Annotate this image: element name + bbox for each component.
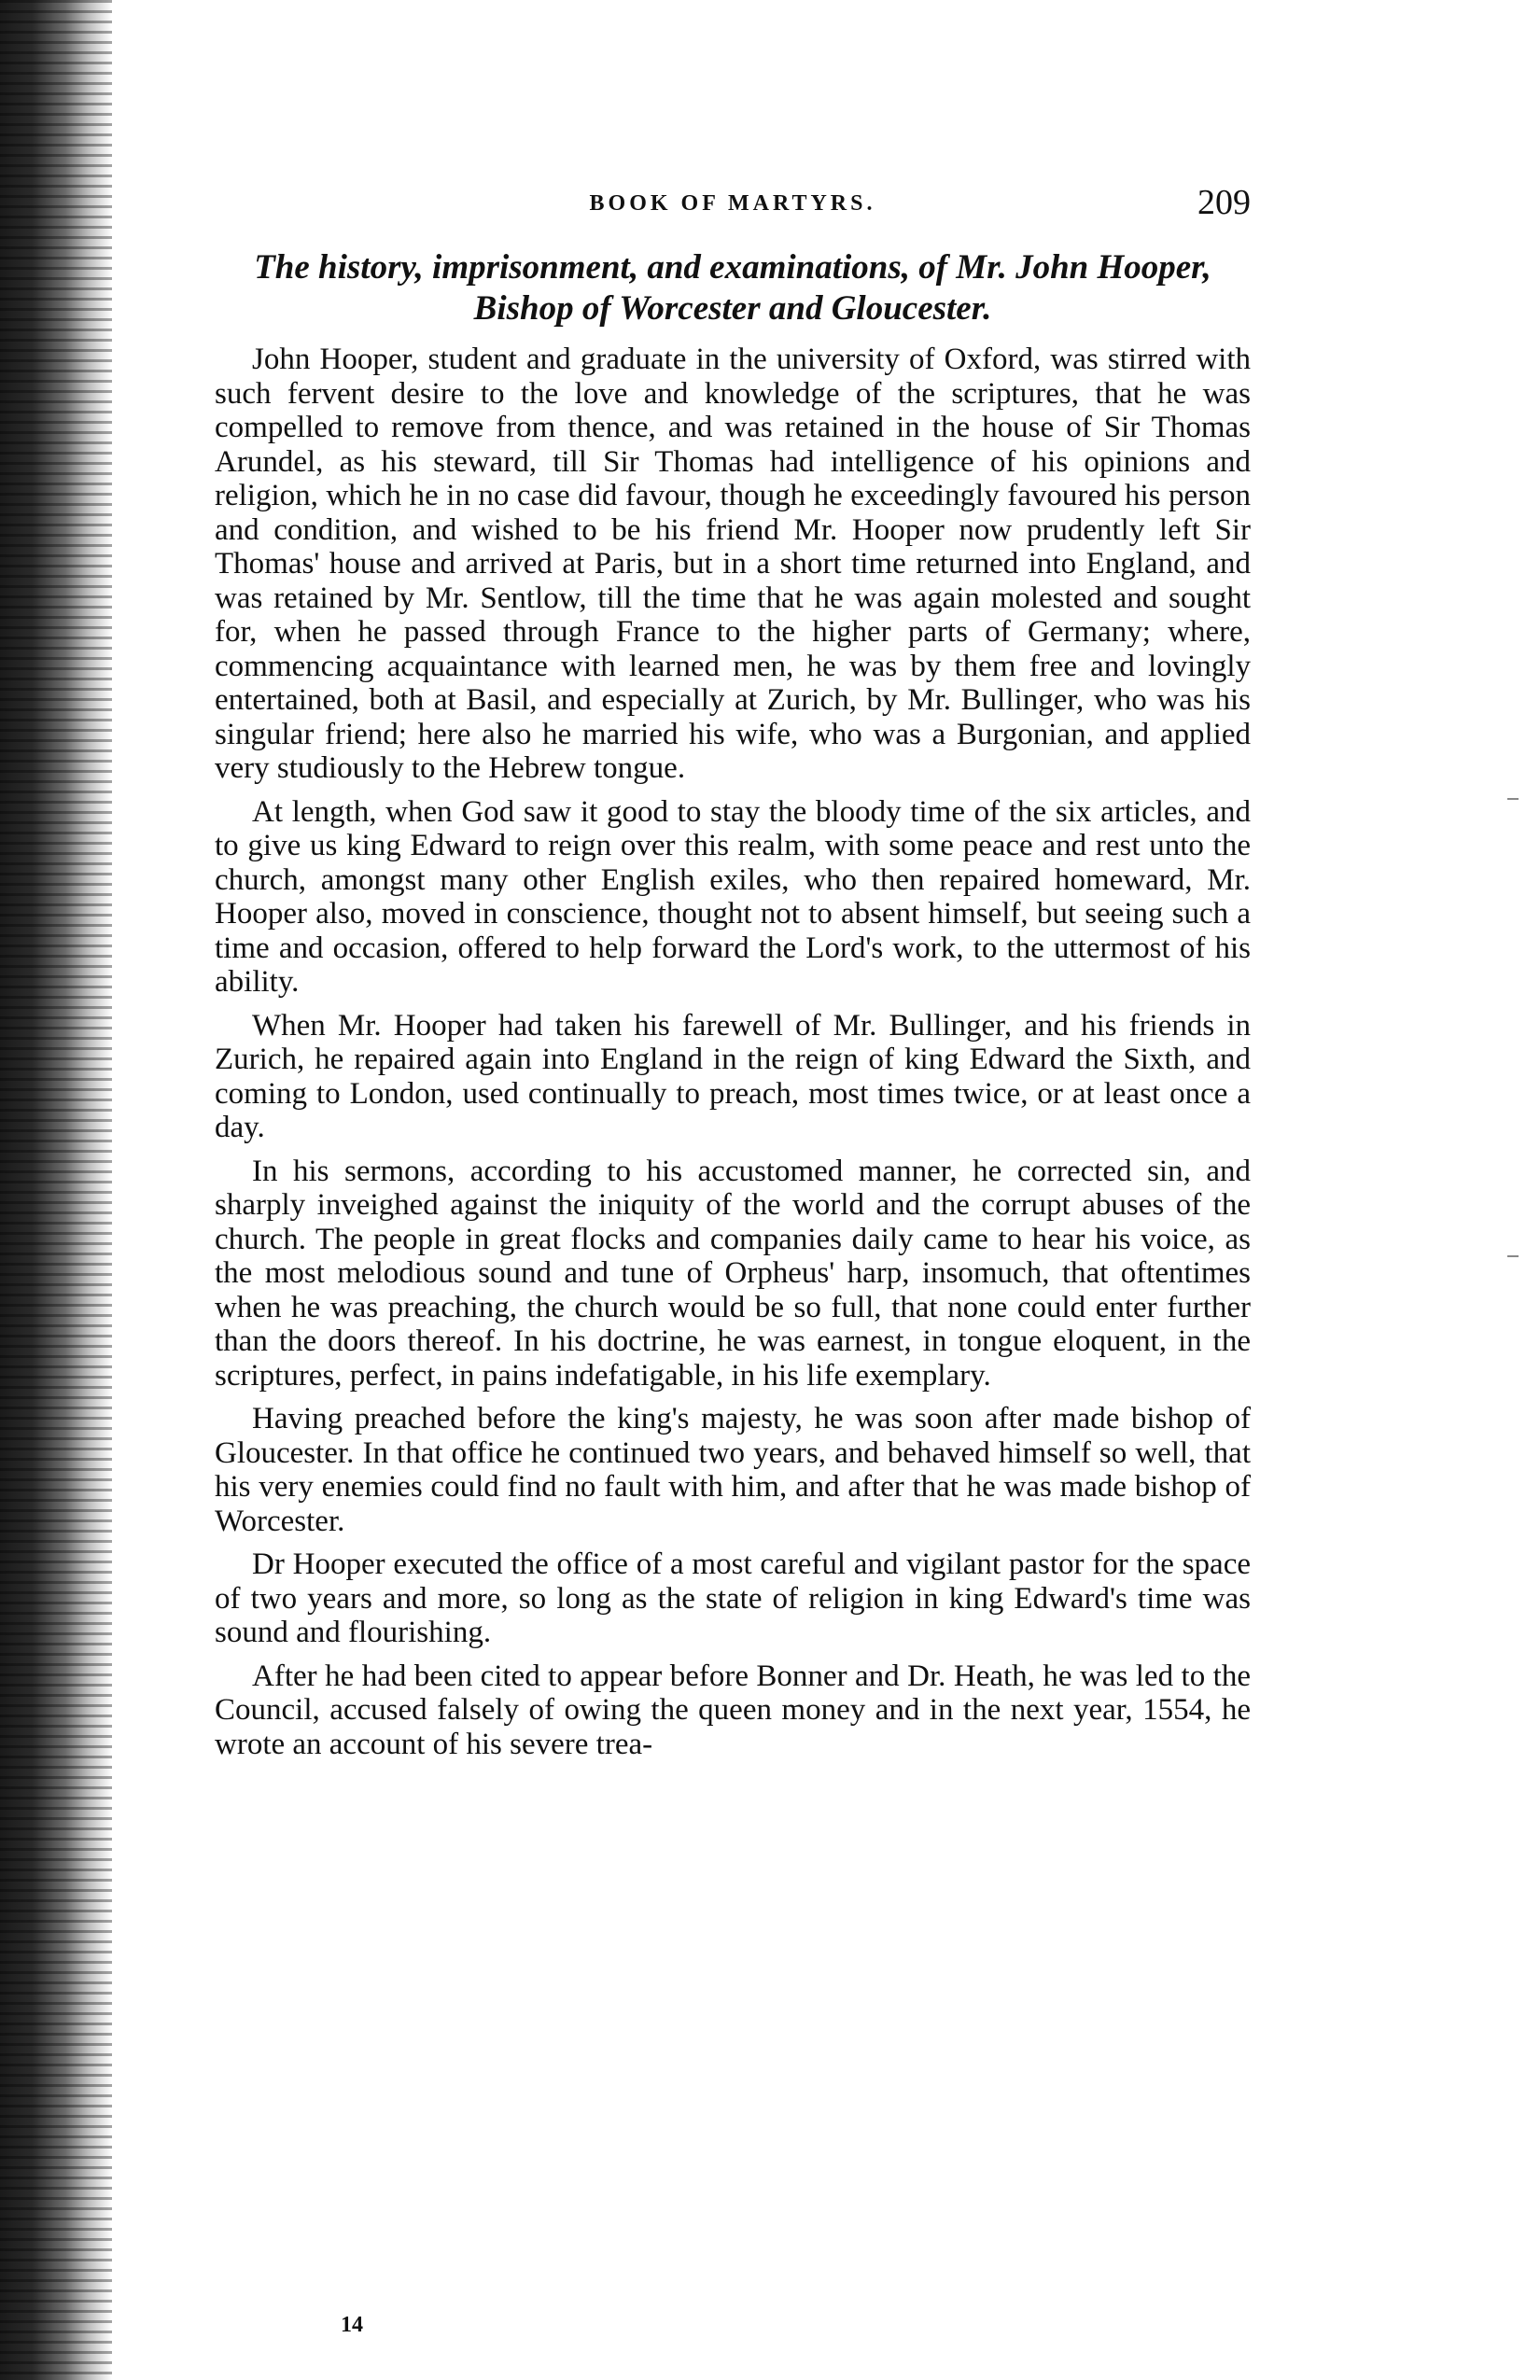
paragraph-4: In his sermons, according to his accustomed manner, he corrected sin, and sharply inveighed against the iniquity of the world and the corrupt abuses of the church. The people in great flocks and companies daily came to hear his voice, as the most melodious sound and tune of Orpheus' harp, insomuch, that oftentimes when he was preaching, the church would be so full, that none could enter further than the doors thereof. In his doctrine, he was earnest, in tongue eloquent, in the scriptures, perfect, in pains indefatigable, in his life exemplary. <box>215 1154 1251 1393</box>
binding-edge <box>0 0 112 2380</box>
chapter-title-line-2: Bishop of Worcester and Gloucester. <box>473 289 992 328</box>
chapter-title-line-1: The history, imprisonment, and examinations, of Mr. John Hooper, <box>254 248 1211 287</box>
paragraph-2: At length, when God saw it good to stay the bloody time of the six articles, and to give us king Edward to reign over this realm, with some peace and rest unto the church, amongst many other English exiles, who then repaired homeward, Mr. Hooper also, moved in conscience, thought not to absent himself, but seeing such a time and occasion, offered to help forward the Lord's work, to the uttermost of his ability. <box>215 794 1251 999</box>
signature-mark: 14 <box>341 2313 363 2337</box>
book-page <box>215 182 1251 1771</box>
page-number: 209 <box>1197 183 1251 222</box>
paragraph-7: After he had been cited to appear before Bonner and Dr. Heath, he was led to the Council, accused falsely of owing the queen money and in the next year, 1554, he wrote an account of his severe trea- <box>215 1659 1251 1761</box>
paragraph-1: John Hooper, student and graduate in the university of Oxford, was stirred with such fervent desire to the love and knowledge of the scriptures, that he was compelled to remove from thence, and was retained in the house of Sir Thomas Arundel, as his steward, till Sir Thomas had intelligence of his opinions and religion, which he in no case did favour, though he exceedingly favoured his person and condition, and wished to be his friend Mr. Hooper now prudently left Sir Thomas' house and arrived at Paris, but in a short time returned into England, and was retained by Mr. Sentlow, till the time that he was again molested and sought for, when he passed through France to the higher parts of Germany; where, commencing acquaintance with learned men, he was by them free and lovingly entertained, both at Basil, and especially at Zurich, by Mr. Bullinger, who was his singular friend; here also he married his wife, who was a Burgonian, and applied very studiously to the Hebrew tongue. <box>215 343 1251 785</box>
running-head <box>215 182 1251 247</box>
body-text <box>215 343 1251 1761</box>
paragraph-6: Dr Hooper executed the office of a most careful and vigilant pastor for the space of two years and more, so long as the state of religion in king Edward's time was sound and flourishing. <box>215 1547 1251 1649</box>
scan-artifact <box>1507 798 1519 800</box>
running-title: BOOK OF MARTYRS. <box>589 191 876 216</box>
chapter-title <box>215 247 1251 329</box>
paragraph-5: Having preached before the king's majesty, he was soon after made bishop of Gloucester. In that office he continued two years, and behaved himself so well, that his very enemies could find no fault with him, and after that he was made bishop of Worcester. <box>215 1402 1251 1538</box>
paragraph-3: When Mr. Hooper had taken his farewell of Mr. Bullinger, and his friends in Zurich, he repaired again into England in the reign of king Edward the Sixth, and coming to London, used continually to preach, most times twice, or at least once a day. <box>215 1008 1251 1144</box>
scan-artifact <box>1507 1255 1519 1257</box>
